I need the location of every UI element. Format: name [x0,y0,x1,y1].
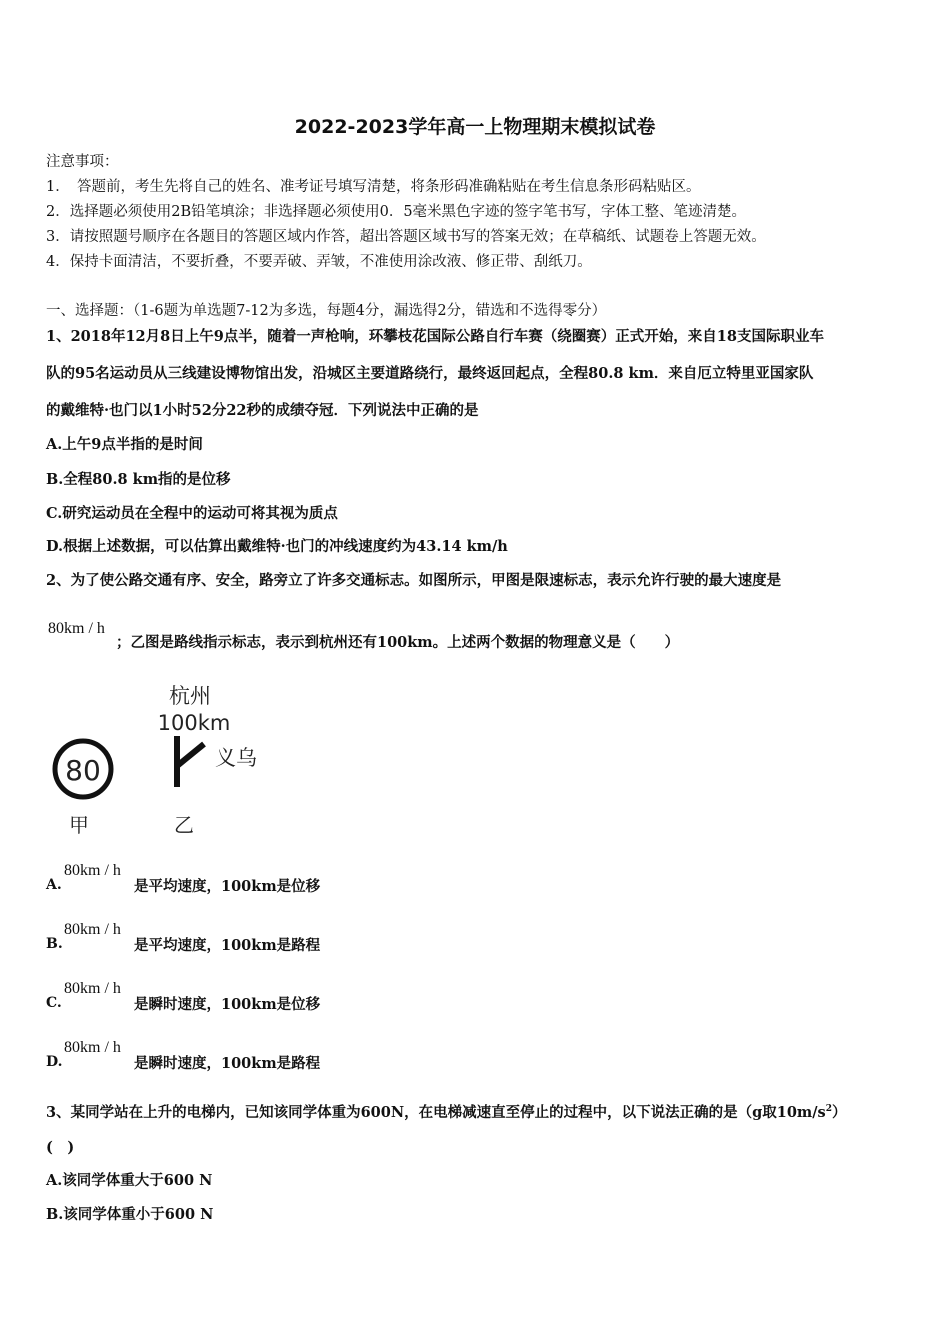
exam-title: 2022-2023学年高一上物理期末模拟试卷 [294,116,656,138]
q2-option-c-letter: C. [46,995,62,1011]
destination-city: 杭州 [169,684,211,708]
q2-option-a-text: 是平均速度，100km是位移 [134,878,321,895]
q1-option-a: A.上午9点半指的是时间 [46,436,203,453]
notice-item-3: 3．请按照题号顺序在各题目的答题区域内作答，超出答题区域书写的答案无效；在草稿纸、试题卷上答题无效。 [46,229,766,245]
q2-option-a-unit: 80km / h [64,862,121,879]
q2-option-b-letter: B. [46,936,63,952]
q2-stem-line-1: 2、为了使公路交通有序、安全，路旁立了许多交通标志。如图所示，甲图是限速标志，表示允许行驶的最大速度是 [46,572,782,589]
q2-option-d-text: 是瞬时速度，100km是路程 [134,1055,321,1072]
q2-stem-line-2: ；乙图是路线指示标志，表示到杭州还有100km。上述两个数据的物理意义是（ ） [116,634,680,651]
section-heading: 一、选择题：（1-6题为单选题7-12为多选，每题4分，漏选得2分，错选和不选得零分） [46,303,607,319]
q3-option-a: A.该同学体重大于600 N [46,1172,213,1189]
q1-option-b: B.全程80.8 km指的是位移 [46,471,231,488]
q3-stem-text: 3、某同学站在上升的电梯内，已知该同学体重为600N，在电梯减速直至停止的过程中，以下说法正确的是（g取10m/s [46,1103,826,1121]
q2-option-b-text: 是平均速度，100km是路程 [134,937,321,954]
notice-heading: 注意事项： [46,154,119,170]
q1-stem-line-1: 1、2018年12月8日上午9点半，随着一声枪响，环攀枝花国际公路自行车赛（绕圈赛）正式开始，来自18支国际职业车 [46,328,824,345]
branch-city: 义乌 [215,746,257,770]
q3-option-b: B.该同学体重小于600 N [46,1206,214,1223]
q2-option-d-letter: D. [46,1054,63,1070]
q1-stem-line-3: 的戴维特·也门以1小时52分22秒的成绩夺冠．下列说法中正确的是 [46,402,479,419]
route-sign-arrow-icon [177,736,204,787]
speed-limit-number: 80 [65,754,101,787]
notice-item-2: 2．选择题必须使用2B铅笔填涂；非选择题必须使用0．5毫米黑色字迹的签字笔书写，字体工整、笔迹清楚。 [46,204,747,220]
sign-label-jia: 甲 [69,813,89,837]
notice-item-4: 4．保持卡面清洁，不要折叠，不要弄破、弄皱，不准使用涂改液、修正带、刮纸刀。 [46,254,592,270]
q2-option-b-unit: 80km / h [64,921,121,938]
q2-option-c-text: 是瞬时速度，100km是位移 [134,996,321,1013]
q1-option-c: C.研究运动员在全程中的运动可将其视为质点 [46,505,338,522]
destination-distance: 100km [157,711,231,735]
q2-option-a-letter: A. [46,877,62,893]
q1-option-d: D.根据上述数据，可以估算出戴维特·也门的冲线速度约为43.14 km/h [46,538,508,555]
notice-item-1: 1． 答题前，考生先将自己的姓名、准考证号填写清楚，将条形码准确粘贴在考生信息条形码粘贴区。 [46,179,701,195]
q3-stem-end: ） [832,1103,847,1121]
q2-option-d-unit: 80km / h [64,1039,121,1056]
traffic-signs-figure [44,676,274,841]
q1-stem-line-2: 队的95名运动员从三线建设博物馆出发，沿城区主要道路绕行，最终返回起点，全程80.8 km．来自厄立特里亚国家队 [46,365,814,382]
q3-stem-line-1 [46,1099,847,1123]
q3-stem-line-2: ( ) [46,1139,75,1156]
q3-stem-superscript: 2 [825,1104,832,1114]
q2-speed-unit: 80km / h [48,620,105,637]
q2-option-c-unit: 80km / h [64,980,121,997]
sign-label-yi: 乙 [174,813,194,837]
